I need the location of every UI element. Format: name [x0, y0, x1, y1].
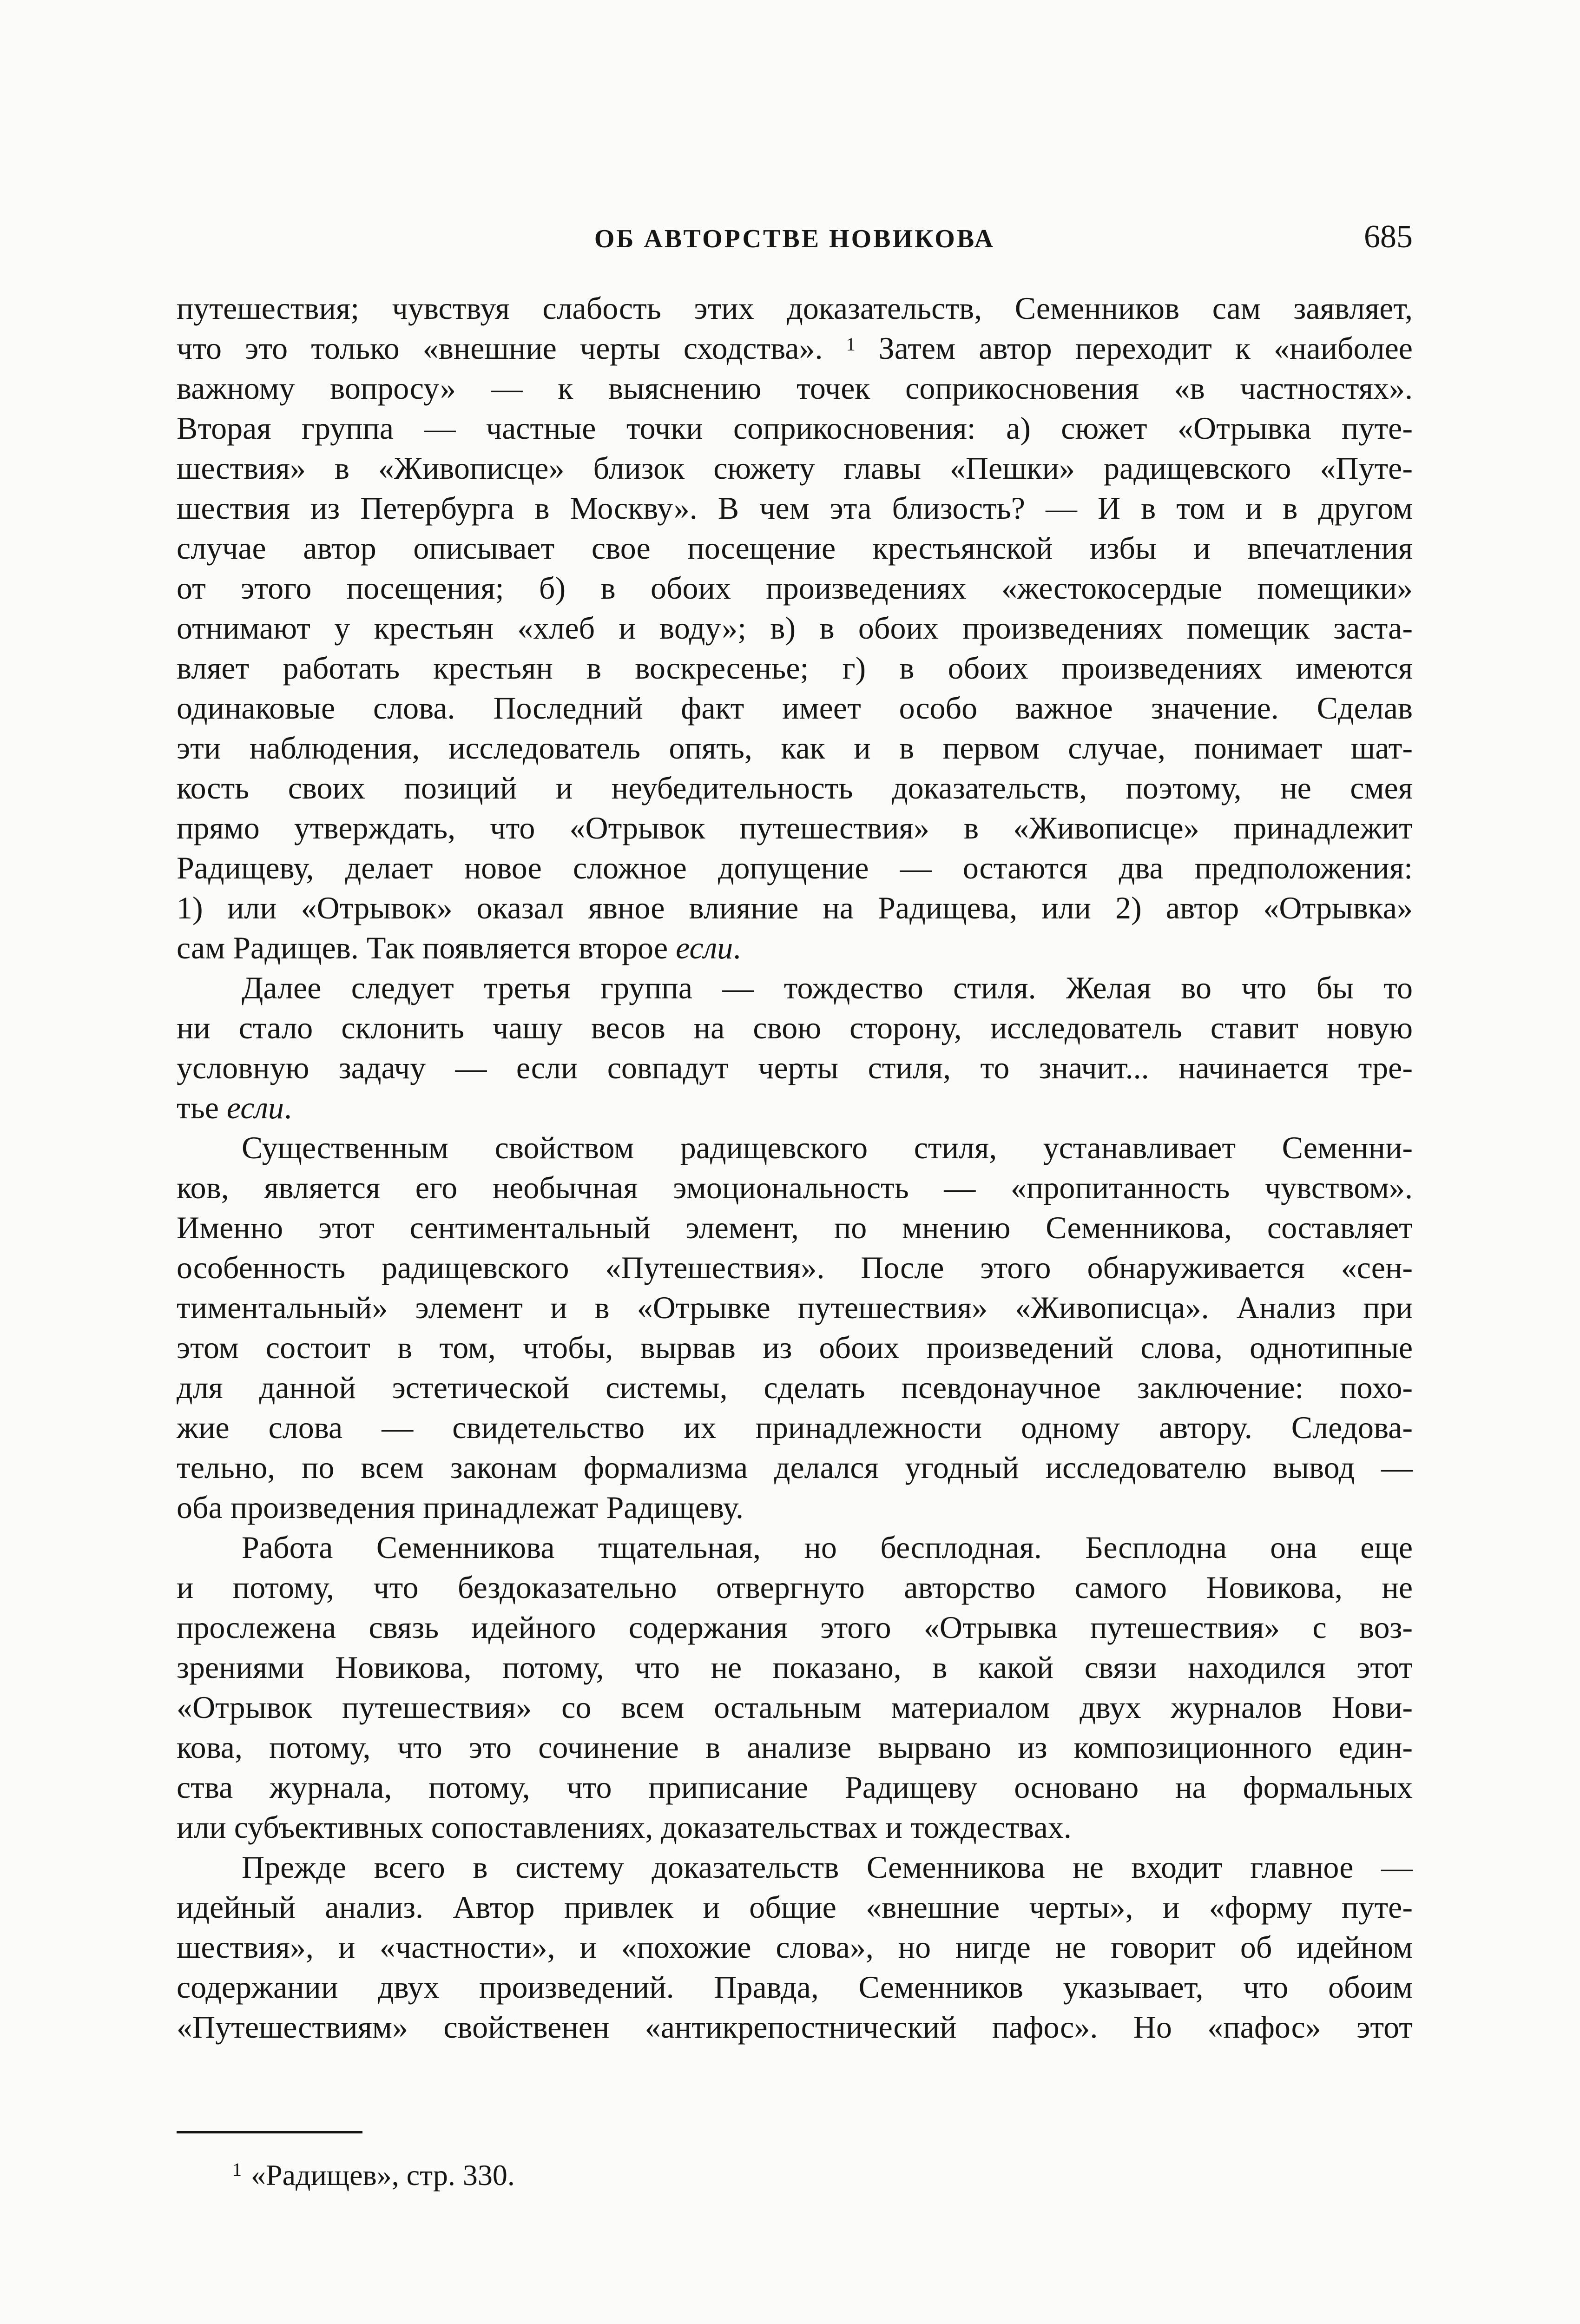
- text-line: [177, 1287, 1413, 1327]
- running-title: ОБ АВТОРСТВЕ НОВИКОВА: [594, 224, 995, 253]
- line-text: прослежена связь идейного содержания этого «Отрывка путешествия» с воз-: [177, 1610, 1413, 1645]
- text-line: [177, 688, 1413, 728]
- text-line: [177, 1887, 1413, 1927]
- text-line: [177, 1407, 1413, 1447]
- text-line: [177, 1967, 1413, 2007]
- line-text: эти наблюдения, исследователь опять, как и в первом случае, понимает шат-: [177, 730, 1413, 766]
- text-line: [177, 328, 1413, 368]
- text-line: [177, 1128, 1413, 1168]
- text-line: [177, 1168, 1413, 1208]
- text-line: [177, 488, 1413, 528]
- footnote-reference: 1: [846, 334, 856, 355]
- text-line: [177, 1088, 1413, 1128]
- text-line: [177, 1367, 1413, 1407]
- text-line: [177, 768, 1413, 808]
- line-text-tail: Затем автор переходит к «наиболее: [855, 330, 1413, 366]
- text-line: [177, 848, 1413, 888]
- page-number: 685: [1364, 219, 1413, 255]
- text-line: [177, 1687, 1413, 1727]
- text-line: [177, 1847, 1413, 1887]
- text-line: [177, 728, 1413, 768]
- line-text: тье: [177, 1090, 227, 1125]
- line-text: 1) или «Отрывок» оказал явное влияние на Радищева, или 2) автор «Отрывка»: [177, 890, 1413, 925]
- text-line: [177, 1208, 1413, 1248]
- line-text: и потому, что бездоказательно отвергнуто авторство самого Новикова, не: [177, 1570, 1413, 1605]
- line-text: идейный анализ. Автор привлек и общие «внешние черты», и «форму путе-: [177, 1889, 1413, 1925]
- text-line: [177, 1327, 1413, 1367]
- text-line: [177, 1767, 1413, 1807]
- line-text: шествия» в «Живописце» близок сюжету главы «Пешки» радищевского «Путе-: [177, 450, 1413, 486]
- text-line: [177, 568, 1413, 608]
- line-text: ства журнала, потому, что приписание Радищеву основано на формальных: [177, 1769, 1413, 1805]
- line-text: жие слова — свидетельство их принадлежности одному автору. Следова-: [177, 1410, 1413, 1445]
- text-line: [177, 808, 1413, 848]
- line-text: Далее следует третья группа — тождество стиля. Желая во что бы то: [242, 970, 1413, 1005]
- line-text: кость своих позиций и неубедительность доказательств, поэтому, не смея: [177, 770, 1413, 805]
- footnote-mark: 1: [232, 2159, 242, 2180]
- text-line: [177, 1487, 1413, 1527]
- body-text: [177, 288, 1413, 2047]
- text-line: [177, 528, 1413, 568]
- text-line: [177, 448, 1413, 488]
- line-text: отнимают у крестьян «хлеб и воду»; в) в обоих произведениях помещик заста-: [177, 610, 1413, 646]
- text-line: [177, 1248, 1413, 1287]
- line-text: путешествия; чувствуя слабость этих доказательств, Семенников сам заявляет,: [177, 290, 1413, 326]
- line-text: шествия», и «частности», и «похожие слова», но нигде не говорит об идейном: [177, 1929, 1413, 1965]
- line-text-tail: .: [284, 1090, 292, 1125]
- footnote-text: «Радищев», стр. 330.: [251, 2159, 515, 2192]
- text-line: [177, 1727, 1413, 1767]
- line-text: что это только «внешние черты сходства».: [177, 330, 846, 366]
- text-line: [177, 2007, 1413, 2047]
- footnote: [232, 2157, 515, 2194]
- line-text: Прежде всего в систему доказательств Семенникова не входит главное —: [242, 1849, 1413, 1885]
- line-text: или субъективных сопоставлениях, доказательствах и тождествах.: [177, 1809, 1072, 1845]
- italic-word: если: [676, 930, 733, 965]
- line-text: зрениями Новикова, потому, что не показано, в какой связи находился этот: [177, 1650, 1413, 1685]
- running-head: [177, 218, 1413, 260]
- line-text: шествия из Петербурга в Москву». В чем эта близость? — И в том и в другом: [177, 490, 1413, 526]
- text-line: [177, 408, 1413, 448]
- text-line: [177, 1048, 1413, 1088]
- text-line: [177, 288, 1413, 328]
- line-text: одинаковые слова. Последний факт имеет особо важное значение. Сделав: [177, 690, 1413, 726]
- line-text: важному вопросу» — к выяснению точек соприкосновения «в частностях».: [177, 370, 1413, 406]
- line-text: особенность радищевского «Путешествия». После этого обнаруживается «сен-: [177, 1250, 1413, 1285]
- text-line: [177, 1927, 1413, 1967]
- text-line: [177, 608, 1413, 648]
- line-text: для данной эстетической системы, сделать псевдонаучное заключение: похо-: [177, 1370, 1413, 1405]
- line-text: сам Радищев. Так появляется второе: [177, 930, 676, 965]
- text-line: [177, 1647, 1413, 1687]
- line-text: ков, является его необычная эмоциональность — «пропитанность чувством».: [177, 1170, 1413, 1205]
- text-line: [177, 1447, 1413, 1487]
- line-text: оба произведения принадлежат Радищеву.: [177, 1490, 744, 1525]
- line-text: Именно этот сентиментальный элемент, по мнению Семенникова, составляет: [177, 1210, 1413, 1245]
- line-text: содержании двух произведений. Правда, Семенников указывает, что обоим: [177, 1969, 1413, 2005]
- line-text: Радищеву, делает новое сложное допущение — остаются два предположения:: [177, 850, 1413, 885]
- line-text: условную задачу — если совпадут черты стиля, то значит... начинается тре-: [177, 1050, 1413, 1085]
- line-text: Вторая группа — частные точки соприкосновения: а) сюжет «Отрывка путе-: [177, 410, 1413, 446]
- line-text: Существенным свойством радищевского стиля, устанавливает Семенни-: [242, 1130, 1413, 1165]
- text-line: [177, 968, 1413, 1008]
- text-line: [177, 1807, 1413, 1847]
- text-line: [177, 1527, 1413, 1567]
- text-line: [177, 928, 1413, 968]
- line-text: тельно, по всем законам формализма делался угодный исследователю вывод —: [177, 1450, 1413, 1485]
- line-text: ни стало склонить чашу весов на свою сторону, исследователь ставит новую: [177, 1010, 1413, 1045]
- line-text: этом состоит в том, чтобы, вырвав из обоих произведений слова, однотипные: [177, 1330, 1413, 1365]
- italic-word: если: [226, 1090, 284, 1125]
- line-text: кова, потому, что это сочинение в анализе вырвано из композиционного един-: [177, 1730, 1413, 1765]
- line-text-tail: .: [733, 930, 741, 965]
- text-line: [177, 1567, 1413, 1607]
- text-line: [177, 888, 1413, 928]
- text-line: [177, 1008, 1413, 1048]
- line-text: «Путешествиям» свойственен «антикрепостнический пафос». Но «пафос» этот: [177, 2009, 1413, 2045]
- line-text: от этого посещения; б) в обоих произведениях «жестокосердые помещики»: [177, 570, 1413, 606]
- text-line: [177, 1607, 1413, 1647]
- line-text: «Отрывок путешествия» со всем остальным материалом двух журналов Нови-: [177, 1690, 1413, 1725]
- text-line: [177, 648, 1413, 688]
- line-text: прямо утверждать, что «Отрывок путешествия» в «Живописце» принадлежит: [177, 810, 1413, 845]
- line-text: Работа Семенникова тщательная, но бесплодная. Бесплодна она еще: [242, 1530, 1413, 1565]
- line-text: тиментальный» элемент и в «Отрывке путешествия» «Живописца». Анализ при: [177, 1290, 1413, 1325]
- text-line: [177, 368, 1413, 408]
- line-text: случае автор описывает свое посещение крестьянской избы и впечатления: [177, 530, 1413, 566]
- footnote-divider: [177, 2131, 362, 2133]
- line-text: вляет работать крестьян в воскресенье; г) в обоих произведениях имеются: [177, 650, 1413, 686]
